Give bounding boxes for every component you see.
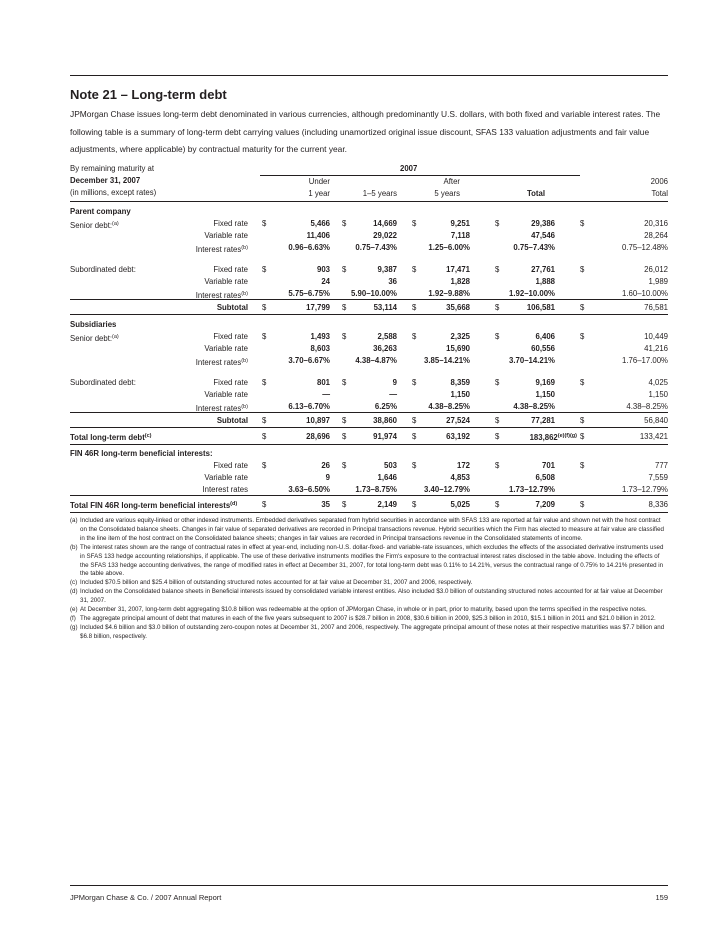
dollar-sign: $ [580, 416, 585, 425]
cell-value: 6,508 [535, 473, 555, 482]
dollar-sign: $ [262, 303, 267, 312]
table-row-subtotal: Subtotal $ 10,897 $ 38,860 $ 27,524 $ 77,281 $ 56,840 [70, 413, 668, 428]
head-line2: December 31, 2007 [70, 176, 141, 185]
footnote-mark: (g) [70, 623, 78, 631]
cell-value: 4.38–8.25% [428, 402, 470, 411]
table-row-total: Total FIN 46R long-term beneficial interests$^{(d)}$ $ 35 $ 2,149 $ 5,025 $ 7,209 $ 8,336 [70, 496, 668, 513]
dollar-sign: $ [580, 378, 585, 387]
dollar-sign: $ [342, 500, 347, 509]
dollar-sign: $ [580, 303, 585, 312]
cell-value: 56,840 [644, 416, 668, 425]
cell-value: 3.85–14.21% [424, 356, 470, 365]
footnote-mark: (b) [70, 543, 78, 551]
table-row: Variable rate — — 1,150 1,150 1,150 [204, 390, 668, 399]
col-after-5yrs: After 5 years [434, 177, 460, 198]
dollar-sign: $ [342, 461, 347, 470]
cell-value: 903 [316, 265, 330, 274]
cell-value: 1,646 [377, 473, 397, 482]
cell-value: 36,263 [373, 344, 397, 353]
table-row: Senior debt:$^{(a)}$ Fixed rate $ 1,493 $ 2,588 $ 2,325 $ 6,406 $ 10,449 [70, 332, 668, 343]
dollar-sign: $ [495, 219, 500, 228]
cell-value: 28,696 [306, 432, 330, 441]
cell-value: 1.73–8.75% [355, 485, 397, 494]
table-row-total: Total long-term debt$^{(c)}$ $ 28,696 $ 91,974 $ 63,192 $ $183,862^{(e)(f)(g)}$ $ 133,421 [70, 428, 668, 445]
footnote [70, 517, 668, 544]
dollar-sign: $ [342, 219, 347, 228]
footnote-text: The interest rates shown are the range of contractual rates in effect at year-end, including non-U.S. dollar-fixed- and variable-rate issuances, which excludes the effects of the associated derivative instruments used in SFAS 133 hedge accounting relationships, if applicable. The use of these derivative instruments modifies the Firm's exposure to the contractual interest rates disclosed in the table above. Including the effects of the SFAS 133 hedge accounting derivatives, the range of modified rates in effect at December 31, 2007, for total long-term debt was 0.11% to 14.21%, versus the contractual range of 0.75% to 14.21% presented in the table above. [80, 543, 664, 578]
cell-value: 3.63–6.50% [288, 485, 330, 494]
note-title: Note 21 – Long-term debt [70, 87, 227, 102]
cell-value: 106,581 [526, 303, 555, 312]
cell-value: 1,493 [310, 332, 330, 341]
cell-value: 35,668 [446, 303, 470, 312]
footnote-mark: (c) [70, 579, 78, 587]
cell-value: 9,387 [377, 265, 397, 274]
subsidiaries-header: Subsidiaries [70, 320, 117, 329]
cell-value: 1,150 [450, 390, 470, 399]
dollar-sign: $ [495, 332, 500, 341]
footnote [70, 606, 668, 615]
cell-value: 801 [316, 378, 330, 387]
footnote-text: Included $4.6 billion and $3.0 billion of outstanding zero-coupon notes at December 31, 2007 and 2006, respectively. The aggregate principal amount of these notes at their respective maturities was $7.7 billion and $6.8 billion, respectively. [80, 623, 665, 640]
table-row: Interest rates$^{(b)}$ 6.13–6.70% 6.25% 4.38–8.25% 4.38–8.25% 4.38–8.25% [70, 401, 668, 413]
cell-value: 1.92–9.88% [428, 289, 470, 298]
cell-value: 1.25–6.00% [428, 243, 470, 252]
col-2006-total: 2006 Total [650, 177, 668, 198]
cell-value: — [322, 390, 330, 399]
title-rule [70, 75, 668, 76]
cell-value: — [389, 390, 397, 399]
cell-value: 1.60–10.00% [622, 289, 668, 298]
cell-value: 777 [654, 461, 668, 470]
cell-value: 10,897 [306, 416, 330, 425]
cell-value: 133,421 [639, 432, 668, 441]
table-header [70, 164, 668, 202]
cell-value: 1,989 [648, 277, 668, 286]
cell-value: 5,466 [310, 219, 330, 228]
cell-value: 47,546 [531, 231, 555, 240]
table-row: Subordinated debt: Fixed rate $ 903 $ 9,387 $ 17,471 $ 27,761 $ 26,012 [70, 265, 668, 274]
dollar-sign: $ [495, 432, 500, 441]
cell-value: 15,690 [446, 344, 470, 353]
footer-title: JPMorgan Chase & Co. / 2007 Annual Report [70, 893, 222, 902]
cell-value: 38,860 [373, 416, 397, 425]
cell-value: 77,281 [531, 416, 555, 425]
cell-value: 2,325 [450, 332, 470, 341]
dollar-sign: $ [412, 265, 417, 274]
dollar-sign: $ [262, 461, 267, 470]
table-row: Variable rate 24 36 1,828 1,888 1,989 [204, 277, 668, 286]
dollar-sign: $ [262, 332, 267, 341]
cell-value: 1.92–10.00% [509, 289, 555, 298]
cell-value: 6,406 [535, 332, 555, 341]
parent-company-header: Parent company [70, 207, 131, 216]
cell-value: 1.73–12.79% [622, 485, 668, 494]
cell-value: 1.76–17.00% [622, 356, 668, 365]
table-row: Senior debt:$^{(a)}$ Fixed rate $ 5,466 $ 14,669 $ 9,251 $ 29,386 $ 20,316 [70, 219, 668, 230]
cell-value: 28,264 [644, 231, 668, 240]
footnote-mark: (e)(f)(g) [557, 433, 577, 439]
cell-value: 6.25% [374, 402, 397, 411]
cell-value: 91,974 [373, 432, 397, 441]
dollar-sign: $ [495, 500, 500, 509]
col-under-1yr: Under 1 year [308, 177, 330, 198]
dollar-sign: $ [412, 432, 417, 441]
table-row: Variable rate 11,406 29,022 7,118 47,546 28,264 [204, 231, 668, 240]
dollar-sign: $ [412, 332, 417, 341]
cell-value: 63,192 [446, 432, 470, 441]
table-row: Variable rate 8,603 36,263 15,690 60,556 41,216 [204, 344, 668, 353]
dollar-sign: $ [495, 265, 500, 274]
dollar-sign: $ [412, 416, 417, 425]
cell-value: 7,559 [648, 473, 668, 482]
cell-value: 172 [456, 461, 470, 470]
cell-value: 10,449 [644, 332, 668, 341]
debt-table [70, 206, 668, 513]
cell-value: 7,209 [535, 500, 555, 509]
dollar-sign: $ [342, 378, 347, 387]
cell-value: 35 [321, 500, 330, 509]
intro-paragraph: JPMorgan Chase issues long-term debt denominated in various currencies, although predominantly U.S. dollars, with both fixed and variable interest rates. The following table is a summary of long-term debt carrying values (including unamortized original issue discount, SFAS 133 valuation adjustments and fair value adjustments, where applicable) by contractual maturity for the current year. [70, 109, 661, 154]
footnote-text: The aggregate principal amount of debt that matures in each of the five years subsequent to 2007 is $28.7 billion in 2008, $30.6 billion in 2009, $25.3 billion in 2010, $15.1 billion in 2011 and $21.0 billion in 2012. [80, 614, 656, 622]
dollar-sign: $ [262, 416, 267, 425]
cell-value: 4.38–8.25% [626, 402, 668, 411]
footnote-mark: (d) [70, 588, 78, 596]
cell-value: 5,025 [450, 500, 470, 509]
cell-value: 17,799 [306, 303, 330, 312]
footnotes [70, 517, 668, 642]
cell-value: 41,216 [644, 344, 668, 353]
cell-value: 36 [388, 277, 397, 286]
cell-value: 9,169 [535, 378, 555, 387]
cell-value: 8,603 [310, 344, 330, 353]
cell-value: 5.90–10.00% [351, 289, 397, 298]
dollar-sign: $ [262, 500, 267, 509]
dollar-sign: $ [342, 265, 347, 274]
cell-value: 4,853 [450, 473, 470, 482]
dollar-sign: $ [412, 500, 417, 509]
footnote [70, 579, 668, 588]
table-row: Variable rate 9 1,646 4,853 6,508 7,559 [204, 473, 668, 482]
header-rule [70, 201, 668, 202]
dollar-sign: $ [342, 432, 347, 441]
cell-value: 26,012 [644, 265, 668, 274]
cell-value: 29,386 [531, 219, 555, 228]
cell-value: 3.40–12.79% [424, 485, 470, 494]
table-row: Fixed rate $ 26 $ 503 $ 172 $ 701 $ 777 [213, 461, 668, 470]
cell-value: 76,581 [644, 303, 668, 312]
cell-value: 29,022 [373, 231, 397, 240]
cell-value: 0.96–6.63% [288, 243, 330, 252]
cell-value: 0.75–7.43% [355, 243, 397, 252]
cell-value: 11,406 [306, 231, 330, 240]
cell-value: 2,149 [377, 500, 397, 509]
cell-value: 8,336 [648, 500, 668, 509]
cell-value: 7,118 [450, 231, 470, 240]
dollar-sign: $ [262, 432, 267, 441]
dollar-sign: $ [412, 219, 417, 228]
dollar-sign: $ [580, 332, 585, 341]
cell-value: 0.75–7.43% [513, 243, 555, 252]
cell-value: 60,556 [531, 344, 555, 353]
cell-value: 701 [541, 461, 555, 470]
cell-value: 9 [325, 473, 330, 482]
dollar-sign: $ [580, 500, 585, 509]
page [70, 0, 668, 942]
footnote-mark: (e) [70, 606, 78, 614]
fin46r-header: FIN 46R long-term beneficial interests: [70, 449, 213, 458]
cell-value: 27,524 [446, 416, 470, 425]
dollar-sign: $ [495, 378, 500, 387]
cell-value: 53,114 [373, 303, 397, 312]
table-row: Subordinated debt: Fixed rate $ 801 $ 9 $ 8,359 $ 9,169 $ 4,025 [70, 378, 668, 387]
footnote [70, 544, 668, 580]
table-row: Interest rates 3.63–6.50% 1.73–8.75% 3.40–12.79% 1.73–12.79% 1.73–12.79% [70, 484, 668, 496]
cell-value: 14,669 [373, 219, 397, 228]
footnote [70, 588, 668, 606]
dollar-sign: $ [412, 461, 417, 470]
cell-value: 17,471 [446, 265, 470, 274]
cell-value: 26 [321, 461, 330, 470]
table-row: Interest rates$^{(b)}$ 0.96–6.63% 0.75–7.43% 1.25–6.00% 0.75–7.43% 0.75–12.48% [195, 243, 668, 254]
footnote [70, 624, 668, 642]
cell-value: $183,862^{(e)(f)(g)}$ [529, 433, 577, 442]
footer-rule [70, 885, 668, 886]
footnote-text: Included on the Consolidated balance sheets in Beneficial interests issued by consolidated variable interest entities. Also included $3.0 billion of outstanding structured notes accounted for at fair value at December 31, 2007. [80, 588, 663, 605]
head-line3: (in millions, except rates) [70, 188, 157, 197]
cell-value: 4.38–8.25% [513, 402, 555, 411]
head-line1: By remaining maturity at [70, 164, 155, 173]
table-row: Interest rates$^{(b)}$ 3.70–6.67% 4.38–4.87% 3.85–14.21% 3.70–14.21% 1.76–17.00% [195, 356, 668, 367]
footnote-text: Included $70.5 billion and $25.4 billion of outstanding structured notes accounted for at fair value at December 31, 2007 and 2006, respectively. [80, 579, 473, 587]
cell-value: 4.38–4.87% [355, 356, 397, 365]
dollar-sign: $ [495, 303, 500, 312]
footnote-text: At December 31, 2007, long-term debt aggregating $10.8 billion was redeemable at the option of JPMorgan Chase, in whole or in part, prior to maturity, based upon the terms specified in the respective notes. [80, 606, 647, 614]
footnote-text: Included are various equity-linked or other indexed instruments. Embedded derivatives separated from hybrid securities in accordance with SFAS 133 are reported at fair value and shown net with the host contract on the Consolidated balance sheets. Changes in fair value of separated derivatives are recorded in Principal transactions revenue. Hybrid securities which the Firm has elected to measure at fair value are classified in the line item of the host contract on the Consolidated balance sheets; changes in fair values are recorded in Principal transactions revenue in the Consolidated statements of income. [80, 517, 664, 542]
footnote-mark: (f) [70, 614, 76, 622]
col-1-5yrs: 1–5 years [362, 189, 397, 198]
dollar-sign: $ [580, 461, 585, 470]
dollar-sign: $ [580, 219, 585, 228]
dollar-sign: $ [262, 219, 267, 228]
cell-value: 24 [321, 277, 330, 286]
table-row-subtotal: Subtotal $ 17,799 $ 53,114 $ 35,668 $ 106,581 $ 76,581 [70, 300, 668, 315]
page-number: 159 [655, 893, 668, 902]
cell-value: 27,761 [531, 265, 555, 274]
cell-value: 3.70–14.21% [509, 356, 555, 365]
cell-value: 6.13–6.70% [288, 402, 330, 411]
dollar-sign: $ [342, 332, 347, 341]
cell-value: 2,588 [377, 332, 397, 341]
cell-value: 5.75–6.75% [288, 289, 330, 298]
cell-value: 1,828 [450, 277, 470, 286]
footnote-mark: (a) [70, 517, 78, 524]
dollar-sign: $ [580, 432, 585, 441]
cell-value: 1,150 [648, 390, 668, 399]
cell-value: 9,251 [450, 219, 470, 228]
dollar-sign: $ [412, 378, 417, 387]
year-2007-label: 2007 [400, 164, 418, 173]
cell-value: 4,025 [648, 378, 668, 387]
dollar-sign: $ [580, 265, 585, 274]
cell-value: 1.73–12.79% [509, 485, 555, 494]
dollar-sign: $ [412, 303, 417, 312]
cell-value: 503 [383, 461, 397, 470]
cell-value: 0.75–12.48% [622, 243, 668, 252]
table-row: Interest rates$^{(b)}$ 5.75–6.75% 5.90–10.00% 1.92–9.88% 1.92–10.00% 1.60–10.00% [70, 288, 668, 300]
cell-value: 1,150 [535, 390, 555, 399]
dollar-sign: $ [495, 416, 500, 425]
footnote [70, 615, 668, 624]
dollar-sign: $ [342, 303, 347, 312]
dollar-sign: $ [262, 378, 267, 387]
cell-value: 20,316 [644, 219, 668, 228]
cell-value: 1,888 [535, 277, 555, 286]
dollar-sign: $ [495, 461, 500, 470]
cell-value: 8,359 [450, 378, 470, 387]
col-total: Total [526, 189, 545, 198]
cell-value: 3.70–6.67% [288, 356, 330, 365]
dollar-sign: $ [342, 416, 347, 425]
cell-value: 9 [392, 378, 397, 387]
dollar-sign: $ [262, 265, 267, 274]
